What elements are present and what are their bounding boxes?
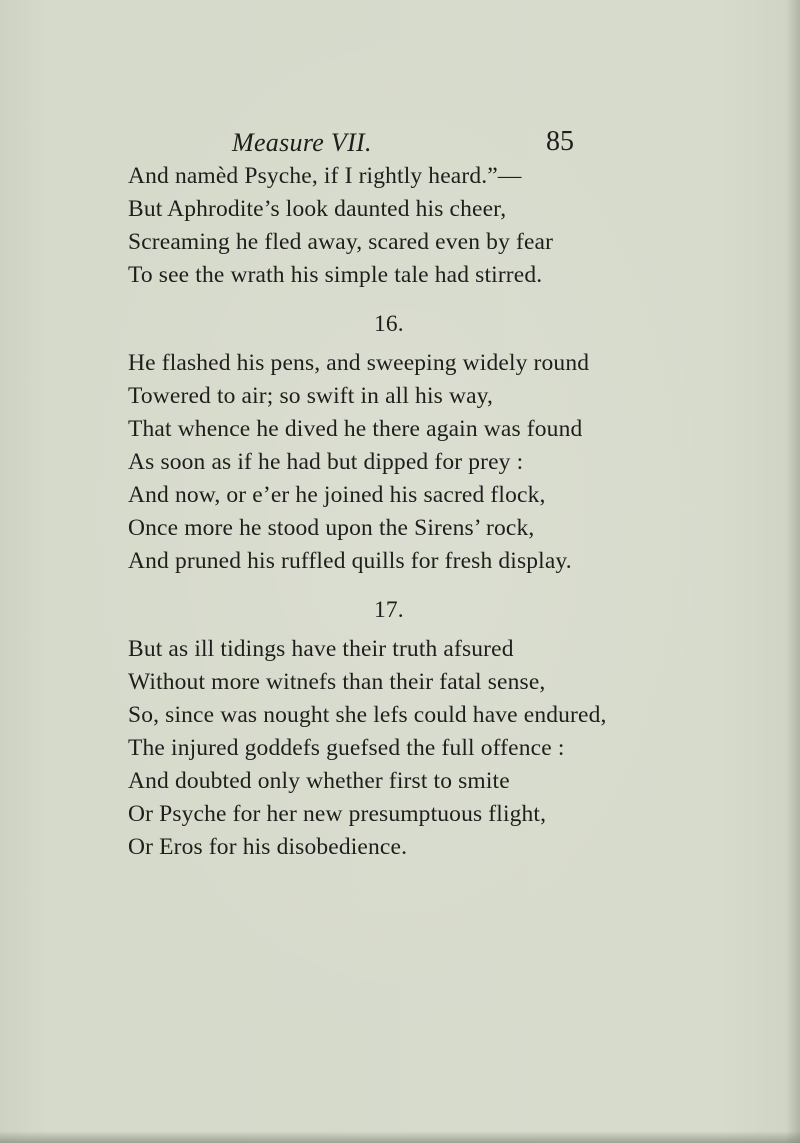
poem-line: And pruned his ruffled quills for fresh display. [128,548,572,574]
stanza-15 [128,160,788,292]
poem-line: He flashed his pens, and sweeping widely round [128,350,590,376]
poem-line: Or Eros for his disobedience. [128,834,408,860]
stanza-number: 17. [374,597,404,623]
page-number: 85 [546,126,574,157]
poem-line: So, since was nought she lefs could have endured, [128,702,607,728]
page-bottom-shadow [0,1131,800,1143]
stanza-16 [128,308,788,578]
poem-line: The injured goddefs guefsed the full offence : [128,735,565,761]
poem-line: And namèd Psyche, if I rightly heard.”— [128,163,522,189]
page-edge-shadow [786,0,800,1143]
poem-line: To see the wrath his simple tale had stirred. [128,262,543,288]
poem-line: Screaming he fled away, scared even by fear [128,229,554,255]
poem-line: Or Psyche for her new presumptuous flight, [128,801,547,827]
poem-line: Without more witnefs than their fatal sense, [128,669,546,695]
poem-line: But as ill tidings have their truth afsured [128,636,514,662]
running-title: Measure VII. [232,128,372,157]
poem-line: Towered to air; so swift in all his way, [128,383,494,409]
poem-line: That whence he dived he there again was found [128,416,583,442]
poem-text [128,160,788,864]
poem-line: As soon as if he had but dipped for prey : [128,449,524,475]
poem-line: And now, or e’er he joined his sacred flock, [128,482,546,508]
stanza-number: 16. [374,311,404,337]
poem-line: But Aphrodite’s look daunted his cheer, [128,196,507,222]
poem-line: And doubted only whether first to smite [128,768,510,794]
poem-line: Once more he stood upon the Sirens’ rock, [128,515,535,541]
stanza-17 [128,594,788,864]
